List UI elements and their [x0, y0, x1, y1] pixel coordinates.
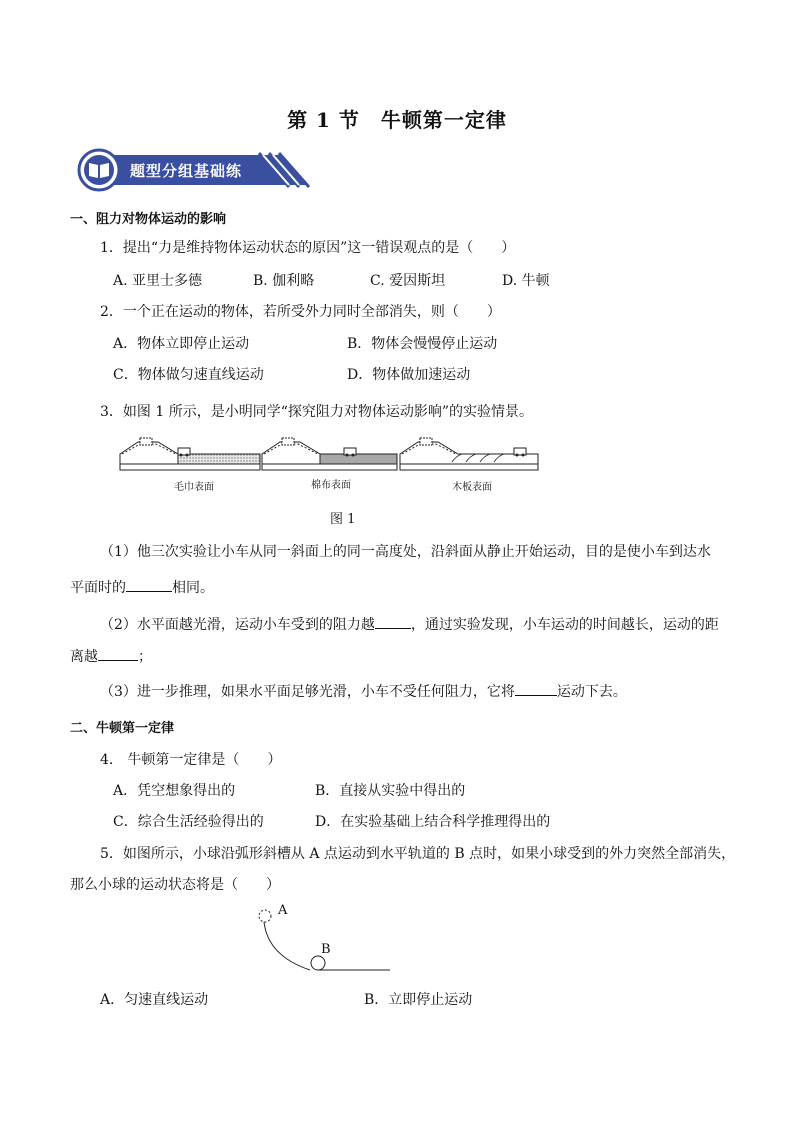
book-icon — [89, 163, 109, 178]
question-5-stem-line2: 那么小球的运动状态将是（ ） — [70, 877, 280, 893]
banner-label: 题型分组基础练 — [130, 162, 243, 180]
q1-option-c: C. 爱因斯坦 — [370, 273, 446, 289]
point-label-b: B — [321, 942, 331, 957]
question-1-stem: 1．提出“力是维持物体运动状态的原因”这一错误观点的是（ ） — [100, 240, 516, 256]
q5-option-b: B．立即停止运动 — [364, 992, 473, 1008]
question-4-stem: 4． 牛顿第一定律是（ ） — [100, 752, 282, 768]
q3-part1-line1: （1）他三次实验让小车从同一斜面上的同一高度处，沿斜面从静止开始运动，目的是使小车到达水 — [100, 544, 711, 560]
q3-part2-line2: 离越 ； — [70, 646, 152, 666]
section-heading-1: 一、阻力对物体运动的影响 — [70, 212, 227, 227]
q4-option-a: A．凭空想象得出的 — [113, 783, 236, 799]
ball-at-a — [259, 910, 271, 922]
answer-blank — [98, 646, 138, 661]
wood-surface-panel — [400, 438, 538, 470]
question-3-stem: 3．如图 1 所示，是小明同学“探究阻力对物体运动影响”的实验情景。 — [100, 404, 534, 420]
q2-option-d: D．物体做加速运动 — [347, 367, 471, 383]
point-label-a: A — [278, 903, 288, 918]
figure-label-wood: 木板表面 — [452, 482, 492, 493]
q1-option-b: B. 伽利略 — [253, 273, 315, 289]
q5-option-a: A．匀速直线运动 — [100, 992, 209, 1008]
answer-blank — [126, 577, 172, 592]
towel-surface-panel — [120, 438, 260, 470]
ball-at-b — [311, 956, 325, 970]
figure-label-cotton: 棉布表面 — [311, 480, 351, 491]
q4-option-d: D．在实验基础上结合科学推理得出的 — [315, 814, 551, 830]
q3-part2-line1: （2）水平面越光滑，运动小车受到的阻力越 ，通过实验发现，小车运动的时间越长，运动的距 — [100, 614, 719, 634]
q1-option-a: A. 亚里士多德 — [113, 273, 203, 289]
section-heading-2: 二、牛顿第一定律 — [70, 721, 175, 736]
figure-1-caption: 图 1 — [330, 512, 356, 527]
q2-option-c: C．物体做匀速直线运动 — [113, 367, 264, 383]
q2-option-b: B．物体会慢慢停止运动 — [347, 336, 498, 352]
answer-blank — [515, 681, 557, 696]
q4-option-b: B．直接从实验中得出的 — [315, 783, 466, 799]
q2-option-a: A．物体立即停止运动 — [113, 336, 250, 352]
page-title: 第 1 节 牛顿第一定律 — [287, 108, 507, 132]
cotton-surface-panel — [262, 438, 397, 470]
curved-track-figure — [250, 900, 400, 976]
q1-option-d: D. 牛顿 — [502, 273, 550, 289]
q3-part3: （3）进一步推理，如果水平面足够光滑，小车不受任何阻力，它将 运动下去。 — [100, 681, 627, 701]
question-5-stem-line1: 5．如图所示，小球沿弧形斜槽从 A 点运动到水平轨道的 B 点时，如果小球受到的外力突然全部消失， — [100, 846, 736, 862]
answer-blank — [375, 614, 411, 629]
q4-option-c: C．综合生活经验得出的 — [113, 814, 264, 830]
q3-part1-line2: 平面时的 相同。 — [70, 577, 214, 597]
question-2-stem: 2．一个正在运动的物体，若所受外力同时全部消失，则（ ） — [100, 304, 501, 320]
figure-label-towel: 毛巾表面 — [174, 482, 214, 493]
